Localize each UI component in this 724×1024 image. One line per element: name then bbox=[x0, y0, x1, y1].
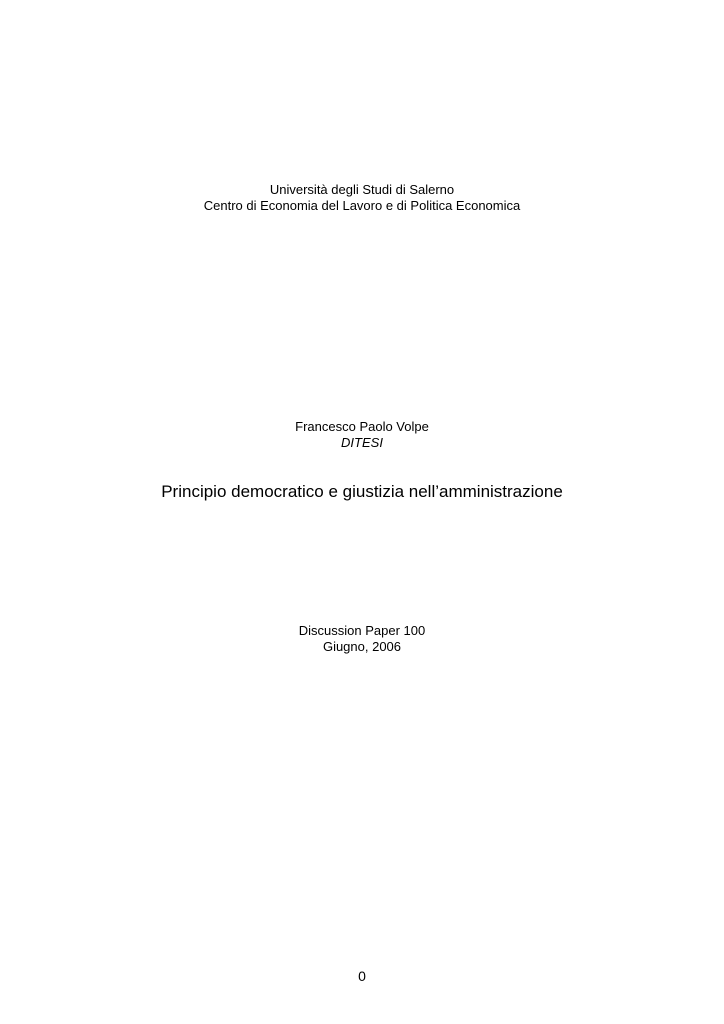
author-affiliation: DITESI bbox=[341, 435, 383, 450]
paper-title: Principio democratico e giustizia nell’amministrazione bbox=[161, 482, 563, 501]
centre-name: Centro di Economia del Lavoro e di Politica Economica bbox=[203, 198, 521, 213]
series-label: Discussion Paper 100 bbox=[298, 623, 426, 638]
author-name: Francesco Paolo Volpe bbox=[295, 419, 429, 434]
university-name: Università degli Studi di Salerno bbox=[269, 182, 455, 197]
publication-date: Giugno, 2006 bbox=[322, 639, 402, 654]
page-number: 0 bbox=[358, 968, 366, 984]
